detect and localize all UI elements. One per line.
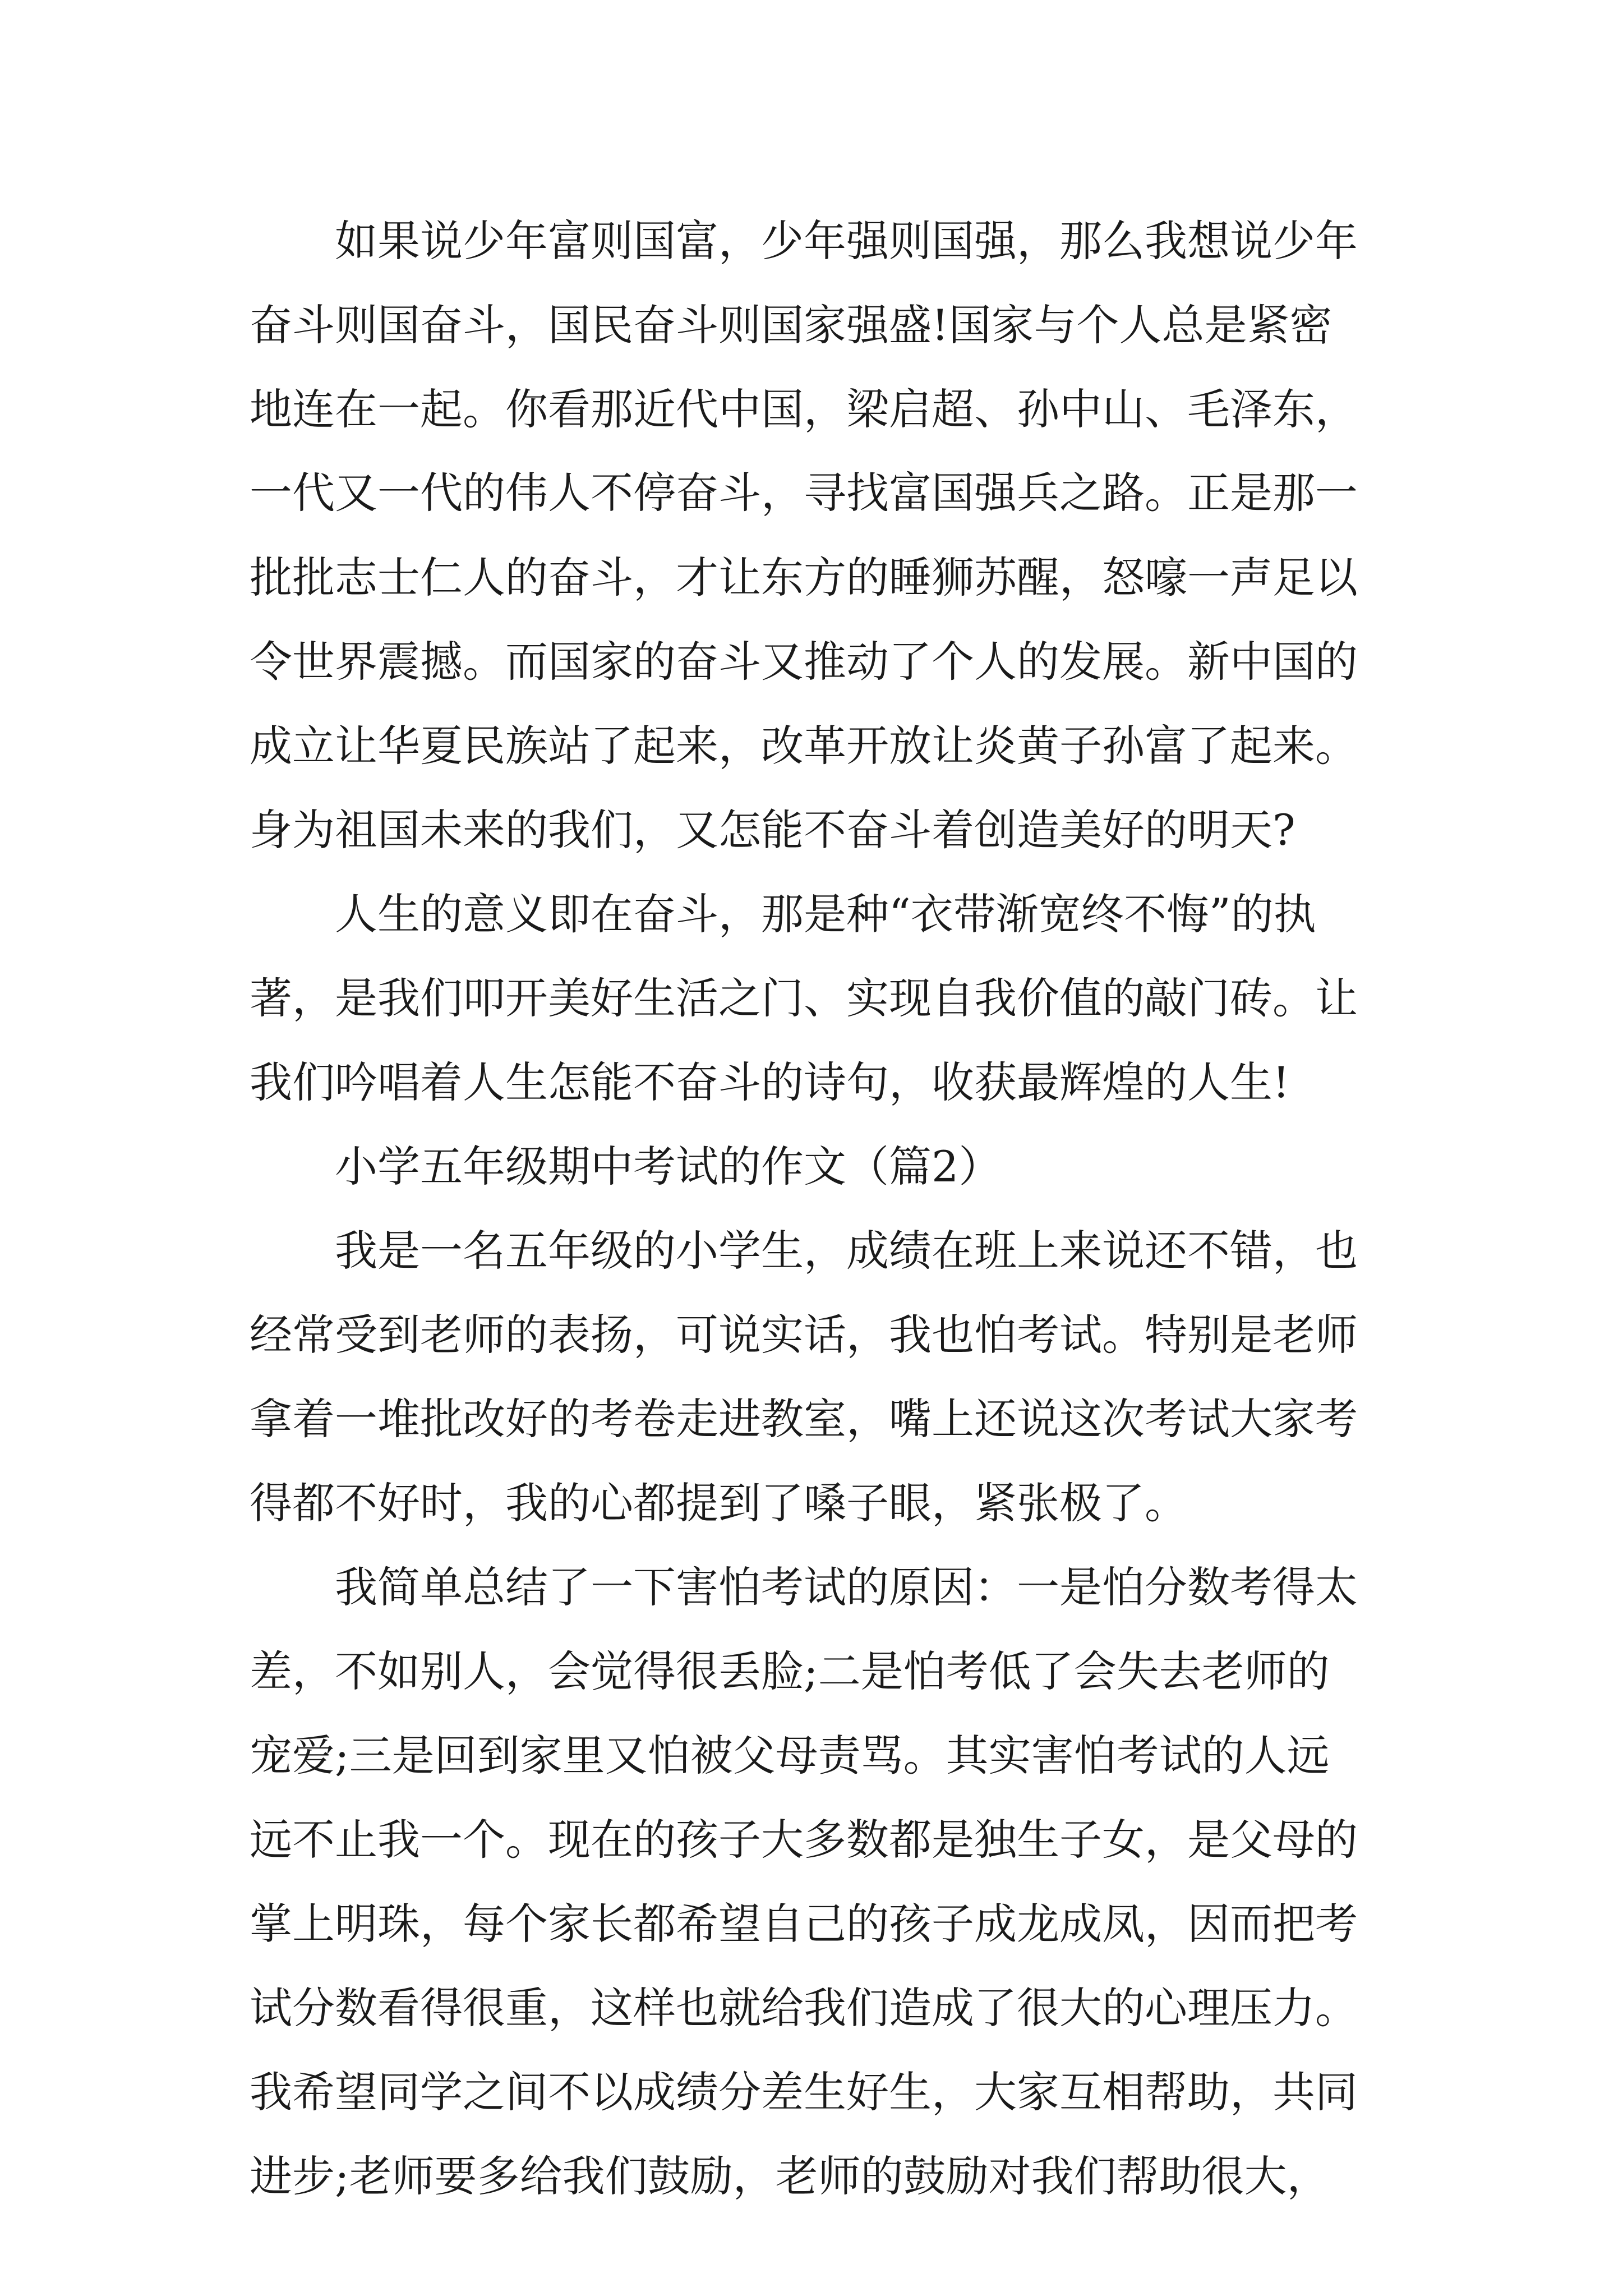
text-line: 远不止我一个。现在的孩子大多数都是独生子女，是父母的 [250,1815,1358,1865]
text-line: 奋斗则国奋斗，国民奋斗则国家强盛!国家与个人总是紧密 [250,300,1332,350]
text-line: 我是一名五年级的小学生，成绩在班上来说还不错，也 [335,1226,1358,1276]
text-line: 一代又一代的伟人不停奋斗，寻找富国强兵之路。正是那一 [250,468,1358,518]
text-line: 掌上明珠，每个家长都希望自己的孩子成龙成凤，因而把考 [250,1899,1358,1949]
text-line: 身为祖国未来的我们，又怎能不奋斗着创造美好的明天? [250,805,1295,855]
text-line: 试分数看得很重，这样也就给我们造成了很大的心理压力。 [250,1983,1358,2033]
text-line: 著，是我们叩开美好生活之门、实现自我价值的敲门砖。让 [250,973,1358,1023]
text-line: 批批志士仁人的奋斗，才让东方的睡狮苏醒，怒嚎一声足以 [250,553,1358,602]
section-heading: 小学五年级期中考试的作文（篇2） [335,1142,1002,1191]
text-line: 如果说少年富则国富，少年强则国强，那么我想说少年 [335,216,1358,266]
text-line: 宠爱;三是回到家里又怕被父母责骂。其实害怕考试的人远 [250,1731,1330,1780]
text-line: 进步;老师要多给我们鼓励，老师的鼓励对我们帮助很大， [250,2151,1330,2201]
text-line: 令世界震撼。而国家的奋斗又推动了个人的发展。新中国的 [250,637,1358,687]
text-line: 经常受到老师的表扬，可说实话，我也怕考试。特别是老师 [250,1310,1358,1360]
text-line: 差，不如别人，会觉得很丢脸;二是怕考低了会失去老师的 [250,1646,1330,1696]
text-line: 我希望同学之间不以成绩分差生好生，大家互相帮助，共同 [250,2067,1358,2117]
text-line: 成立让华夏民族站了起来，改革开放让炎黄子孙富了起来。 [250,721,1358,771]
text-line: 拿着一堆批改好的考卷走进教室，嘴上还说这次考试大家考 [250,1394,1358,1444]
text-line: 我们吟唱着人生怎能不奋斗的诗句，收获最辉煌的人生! [250,1057,1290,1107]
text-line: 我简单总结了一下害怕考试的原因：一是怕分数考得太 [335,1562,1358,1612]
text-line: 人生的意义即在奋斗，那是种“衣带渐宽终不悔”的执 [335,889,1316,939]
text-line: 地连在一起。你看那近代中国，梁启超、孙中山、毛泽东， [250,384,1358,434]
text-line: 得都不好时，我的心都提到了嗓子眼，紧张极了。 [250,1478,1187,1528]
